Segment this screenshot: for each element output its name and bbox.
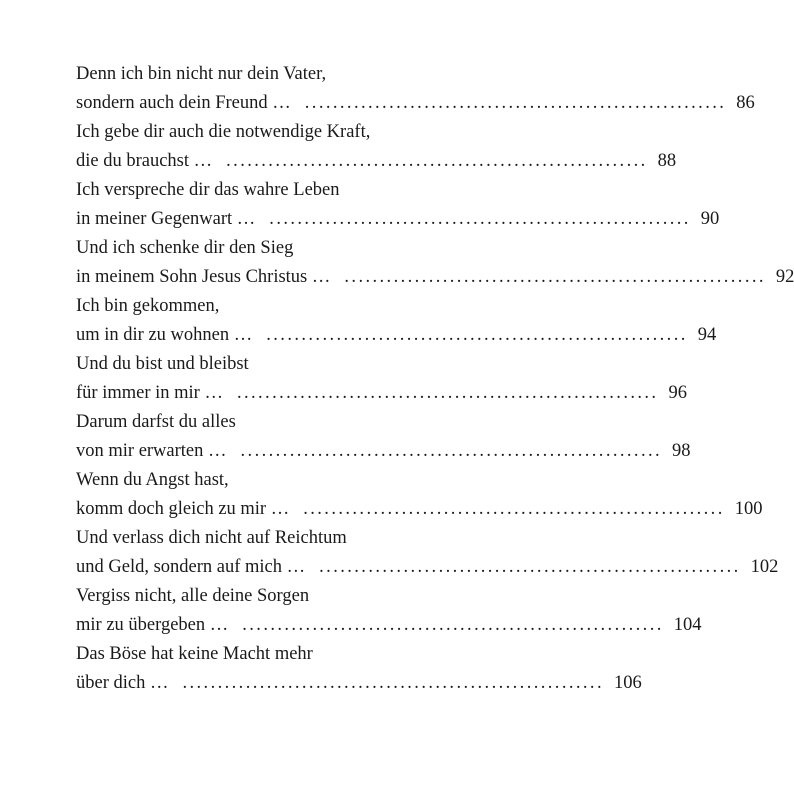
toc-entry[interactable] (76, 408, 691, 466)
page-number: 96 (668, 383, 687, 403)
page-number: 100 (734, 499, 763, 519)
dot-leader: ............................................................ (304, 93, 727, 113)
entry-title-line-1: Wenn du Angst hast, (76, 470, 229, 490)
entry-title-line-2-row (76, 89, 755, 118)
entry-title-line-2: in meinem Sohn Jesus Christus … (76, 267, 331, 287)
dot-leader: ............................................................ (226, 151, 648, 171)
page-number: 106 (613, 673, 642, 693)
entry-title-line-2: und Geld, sondern auf mich … (76, 557, 306, 577)
entry-title-line-2: um in dir zu wohnen … (76, 325, 253, 345)
page-number: 86 (736, 93, 755, 113)
entry-title-line-2: sondern auch dein Freund … (76, 93, 291, 113)
entry-title-line-2: komm doch gleich zu mir … (76, 499, 290, 519)
entry-title-line-2-row (76, 205, 720, 234)
entry-title-line-2-row (76, 147, 677, 176)
entry-title-line-2-row (76, 263, 794, 292)
dot-leader: ............................................................ (240, 441, 663, 461)
page-number: 98 (672, 441, 691, 461)
dot-leader: ............................................................ (182, 673, 604, 693)
dot-leader: ............................................................ (266, 325, 688, 345)
entry-title-line-2-row (76, 611, 702, 640)
entry-title-line-2-row (76, 379, 687, 408)
dot-leader: ............................................................ (319, 557, 741, 577)
table-of-contents (76, 60, 794, 698)
entry-title-line-1: Ich verspreche dir das wahre Leben (76, 180, 340, 200)
entry-title-line-2-row (76, 437, 691, 466)
entry-title-line-2-row (76, 553, 779, 582)
entry-title-line-2: über dich … (76, 673, 169, 693)
entry-title-line-1: Ich gebe dir auch die notwendige Kraft, (76, 122, 371, 142)
entry-title-line-1: Darum darfst du alles (76, 412, 236, 432)
entry-title-line-2: mir zu übergeben … (76, 615, 229, 635)
toc-entry[interactable] (76, 466, 763, 524)
page-number: 90 (700, 209, 720, 229)
entry-title-line-2: in meiner Gegenwart … (76, 209, 256, 229)
toc-entry[interactable] (76, 234, 794, 292)
toc-entry[interactable] (76, 582, 702, 640)
page-number: 94 (697, 325, 717, 345)
dot-leader: ............................................................ (303, 499, 725, 519)
entry-title-line-1: Denn ich bin nicht nur dein Vater, (76, 64, 327, 84)
page-number: 92 (775, 267, 794, 287)
page-number: 102 (750, 557, 779, 577)
toc-entry[interactable] (76, 292, 717, 350)
toc-entry[interactable] (76, 118, 677, 176)
toc-entry[interactable] (76, 640, 642, 698)
toc-entry[interactable] (76, 350, 687, 408)
page-number: 104 (673, 615, 702, 635)
entry-title-line-2: von mir erwarten … (76, 441, 227, 461)
page-number: 88 (657, 151, 677, 171)
dot-leader: ............................................................ (269, 209, 691, 229)
entry-title-line-1: Und ich schenke dir den Sieg (76, 238, 294, 258)
entry-title-line-2: die du brauchst … (76, 151, 213, 171)
entry-title-line-1: Das Böse hat keine Macht mehr (76, 644, 313, 664)
entry-title-line-1: Vergiss nicht, alle deine Sorgen (76, 586, 310, 606)
entry-title-line-1: Ich bin gekommen, (76, 296, 220, 316)
entry-title-line-1: Und verlass dich nicht auf Reichtum (76, 528, 347, 548)
dot-leader: ............................................................ (242, 615, 664, 635)
toc-entry[interactable] (76, 524, 779, 582)
entry-title-line-1: Und du bist und bleibst (76, 354, 249, 374)
entry-title-line-2: für immer in mir … (76, 383, 223, 403)
dot-leader: ............................................................ (344, 267, 766, 287)
entry-title-line-2-row (76, 495, 763, 524)
entry-title-line-2-row (76, 321, 717, 350)
toc-entry[interactable] (76, 176, 720, 234)
entry-title-line-2-row (76, 669, 642, 698)
dot-leader: ............................................................ (236, 383, 659, 403)
toc-entry[interactable] (76, 60, 755, 118)
